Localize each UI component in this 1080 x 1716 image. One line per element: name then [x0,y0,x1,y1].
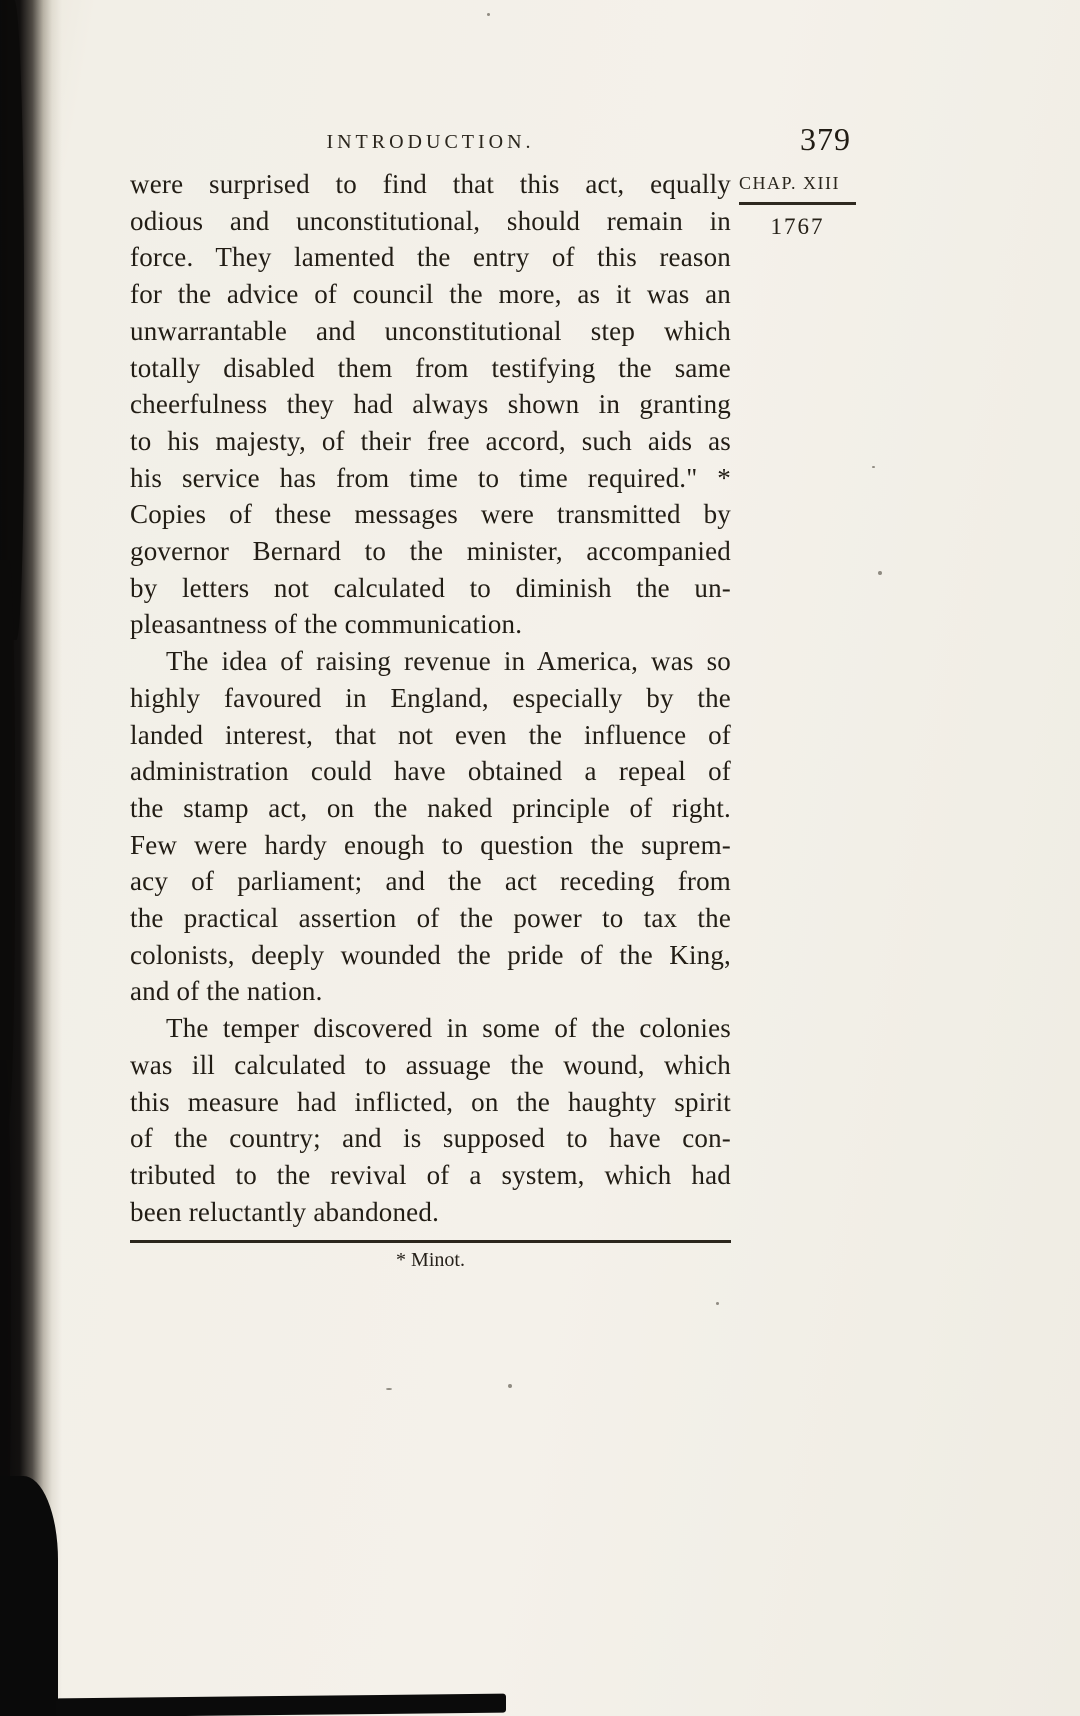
text-line: The idea of raising revenue in America, was so [166,646,731,677]
text-line: was ill calculated to assuage the wound, which [130,1049,731,1080]
text-line: governor Bernard to the minister, accompanied [130,536,731,567]
text-line: Copies of these messages were transmitted by [130,499,731,530]
scan-speck [878,571,882,575]
scan-speck [386,1388,392,1390]
text-line: and of the nation. [130,976,323,1007]
binding-streak [0,1060,11,1540]
text-line: colonists, deeply wounded the pride of the King, [130,939,731,970]
binding-bottom-shadow [0,1476,58,1716]
footnote-text: * Minot. [396,1249,465,1271]
text-line: force. They lamented the entry of this reason [130,242,731,273]
text-line: the stamp act, on the naked principle of right. [130,792,731,823]
text-line: to his majesty, of their free accord, such aids as [130,425,731,456]
text-line: odious and unconstitutional, should remain in [130,205,731,236]
margin-year-label: 1767 [770,214,825,239]
text-line: by letters not calculated to diminish the un- [130,572,731,603]
paragraph [130,166,731,643]
footnote-rule [130,1240,731,1243]
text-line: landed interest, that not even the influence of [130,719,731,750]
scan-speck [487,13,490,16]
text-line: totally disabled them from testifying the same [130,352,731,383]
scan-speck [716,1302,719,1305]
text-line: for the advice of council the more, as it was an [130,279,731,310]
text-line: administration could have obtained a repeal of [130,756,731,787]
text-line: Few were hardy enough to question the suprem- [130,829,731,860]
scan-speck [872,466,875,468]
text-line: tributed to the revival of a system, which had [130,1159,731,1190]
text-line: highly favoured in England, especially by the [130,682,731,713]
text-line: his service has from time to time required." * [130,462,731,493]
text-line: The temper discovered in some of the colonies [166,1013,731,1044]
scan-speck [508,1384,512,1388]
text-line: acy of parliament; and the act receding from [130,866,731,897]
page-bottom-edge-shadow [56,1694,506,1716]
text-line: were surprised to find that this act, equally [130,169,731,199]
binding-streak [0,560,15,1120]
paragraph [130,643,731,1010]
text-line: pleasantness of the communication. [130,609,523,640]
binding-streak [2,0,24,640]
paragraph [130,1010,731,1230]
margin-chapter-label: CHAP. XIII [739,173,841,193]
margin-rule [739,202,856,205]
text-line: the practical assertion of the power to tax the [130,903,731,934]
text-line: been reluctantly abandoned. [130,1196,440,1227]
text-line: this measure had inflicted, on the haughty spirit [130,1086,731,1117]
text-line: of the country; and is supposed to have con- [130,1123,731,1154]
page-number: 379 [800,121,851,157]
text-line: cheerfulness they had always shown in granting [130,389,731,420]
text-line: unwarrantable and unconstitutional step which [130,315,731,346]
running-title: INTRODUCTION. [326,131,535,153]
page-body [130,166,731,1230]
